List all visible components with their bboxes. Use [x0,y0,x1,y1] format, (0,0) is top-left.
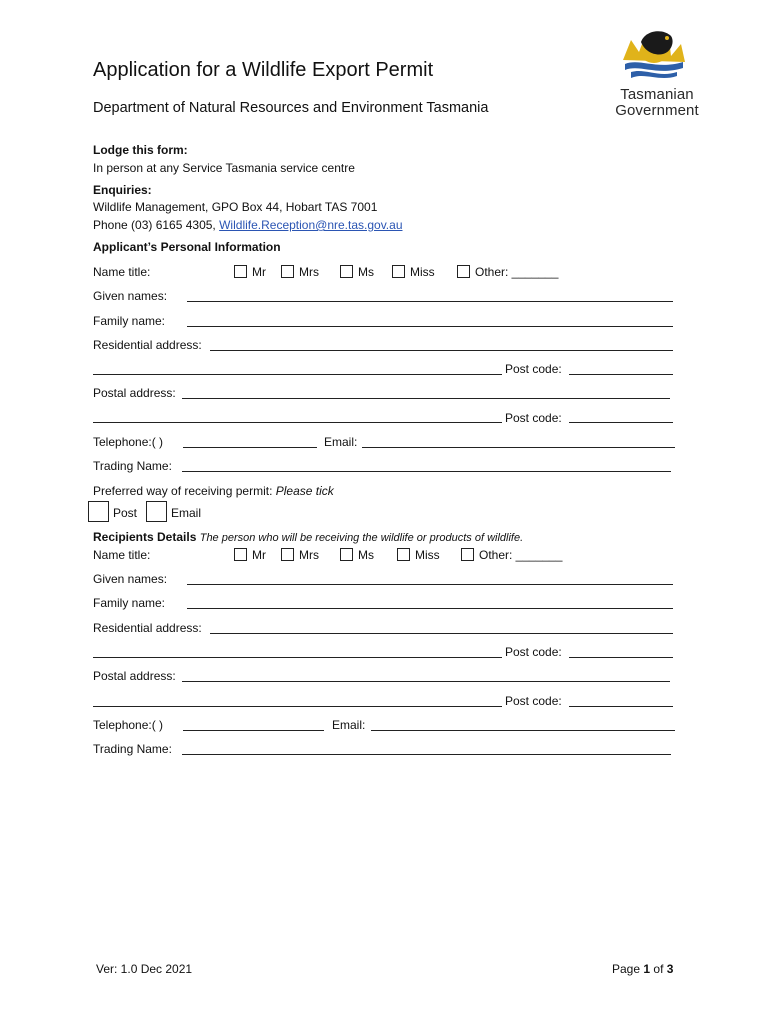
recipient-email-field[interactable] [371,730,675,731]
applicant-postal-address-field[interactable] [182,398,670,399]
page-total: 3 [666,962,674,976]
applicant-family-name-field[interactable] [187,326,673,327]
version-footer: Ver: 1.0 Dec 2021 [96,962,193,976]
page-current: 1 [643,962,651,976]
page-prefix: Page [612,962,641,976]
recipient-title-miss-checkbox[interactable] [397,548,410,561]
preferred-post-label: Post [113,506,138,520]
applicant-postal-post-code-label: Post code: [505,411,562,425]
applicant-postal-address-label: Postal address: [93,386,176,400]
recipient-title-ms-checkbox[interactable] [340,548,353,561]
recipient-title-mr-checkbox[interactable] [234,548,247,561]
page-title: Application for a Wildlife Export Permit [93,59,434,81]
recipient-trading-name-label: Trading Name: [93,742,172,756]
recipients-note: The person who will be receiving the wildlife or products of wildlife. [199,532,524,544]
recipient-email-label: Email: [332,718,366,732]
recipient-postal-post-code-label: Post code: [505,694,562,708]
applicant-residential-address-field-2[interactable] [93,374,502,375]
applicant-title-miss-label: Miss [410,265,435,279]
applicant-title-miss-checkbox[interactable] [392,265,405,278]
applicant-family-name-label: Family name: [93,314,166,328]
page-number [612,962,673,976]
preferred-permit-label: Preferred way of receiving permit: [93,484,273,498]
recipient-title-mrs-label: Mrs [299,548,319,562]
department-subtitle: Department of Natural Resources and Environment Tasmania [93,100,489,116]
applicant-trading-name-label: Trading Name: [93,459,172,473]
lodge-heading: Lodge this form: [93,143,188,157]
recipient-telephone-label: Telephone:( ) [93,718,164,732]
recipient-title-other-checkbox[interactable] [461,548,474,561]
preferred-permit-line [93,484,334,498]
enquiries-email-link[interactable]: Wildlife.Reception@nre.tas.gov.au [219,218,403,232]
preferred-email-checkbox[interactable] [146,501,167,522]
recipient-residential-post-code-field[interactable] [569,657,673,658]
enquiries-address: Wildlife Management, GPO Box 44, Hobart TAS 7001 [93,200,378,214]
applicant-residential-address-field[interactable] [210,350,673,351]
recipient-postal-address-field-2[interactable] [93,706,502,707]
recipient-title-other-label[interactable]: Other: _______ [479,548,563,562]
applicant-title-mrs-checkbox[interactable] [281,265,294,278]
applicant-email-label: Email: [324,435,358,449]
recipient-postal-address-label: Postal address: [93,669,176,683]
preferred-post-checkbox[interactable] [88,501,109,522]
applicant-heading: Applicant’s Personal Information [93,240,281,254]
applicant-given-names-field[interactable] [187,301,673,302]
tasmanian-government-logo [601,22,713,119]
enquiries-phone: Phone (03) 6165 4305, [93,218,216,232]
recipient-given-names-field[interactable] [187,584,673,585]
applicant-title-other-label[interactable]: Other: _______ [475,265,559,279]
applicant-residential-address-label: Residential address: [93,338,202,352]
recipient-residential-address-field[interactable] [210,633,673,634]
recipients-heading: Recipients Details [93,530,197,544]
recipient-name-title-label: Name title: [93,548,151,562]
recipient-postal-post-code-field[interactable] [569,706,673,707]
recipient-family-name-field[interactable] [187,608,673,609]
recipient-postal-address-field[interactable] [182,681,670,682]
recipients-heading-line [93,530,523,544]
recipient-residential-address-field-2[interactable] [93,657,502,658]
recipient-title-ms-label: Ms [358,548,374,562]
applicant-title-mrs-label: Mrs [299,265,319,279]
applicant-title-ms-checkbox[interactable] [340,265,353,278]
applicant-telephone-label: Telephone:( ) [93,435,164,449]
applicant-trading-name-field[interactable] [182,471,671,472]
applicant-given-names-label: Given names: [93,289,168,303]
recipient-title-miss-label: Miss [415,548,440,562]
applicant-postal-post-code-field[interactable] [569,422,673,423]
applicant-postal-address-field-2[interactable] [93,422,502,423]
page-of: of [653,962,664,976]
tasmanian-tiger-emblem-icon [601,22,713,82]
recipient-family-name-label: Family name: [93,596,166,610]
recipient-telephone-field[interactable] [183,730,324,731]
applicant-residential-post-code-label: Post code: [505,362,562,376]
recipient-given-names-label: Given names: [93,572,168,586]
applicant-title-ms-label: Ms [358,265,374,279]
recipient-residential-post-code-label: Post code: [505,645,562,659]
applicant-residential-post-code-field[interactable] [569,374,673,375]
preferred-email-label: Email [171,506,202,520]
applicant-title-mr-label: Mr [252,265,266,279]
logo-text-government: Government [615,102,699,119]
recipient-residential-address-label: Residential address: [93,621,202,635]
lodge-text: In person at any Service Tasmania service centre [93,161,355,175]
enquiries-heading: Enquiries: [93,183,152,197]
applicant-title-other-checkbox[interactable] [457,265,470,278]
applicant-email-field[interactable] [362,447,675,448]
recipient-trading-name-field[interactable] [182,754,671,755]
enquiries-phone-line [93,218,403,232]
applicant-telephone-field[interactable] [183,447,317,448]
applicant-title-mr-checkbox[interactable] [234,265,247,278]
preferred-permit-instruction: Please tick [275,484,334,498]
recipient-title-mrs-checkbox[interactable] [281,548,294,561]
applicant-name-title-label: Name title: [93,265,151,279]
recipient-title-mr-label: Mr [252,548,266,562]
logo-text-tasmanian: Tasmanian [620,86,694,103]
